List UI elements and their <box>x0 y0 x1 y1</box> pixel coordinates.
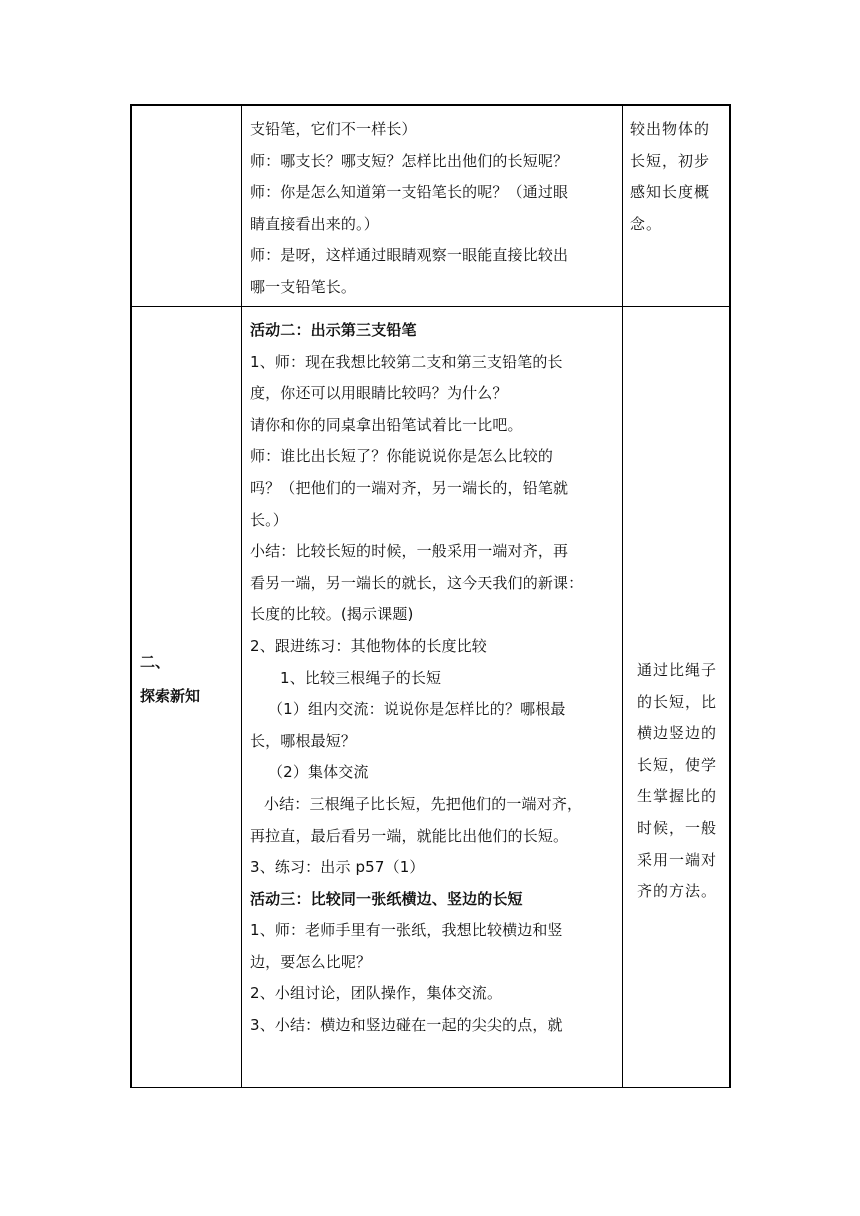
intent-line: 齐的方法。 <box>637 882 718 901</box>
text-line: 边，要怎么比呢？ <box>250 952 372 971</box>
content-cell <box>242 307 623 1088</box>
table-row <box>131 105 730 307</box>
intent-line: 生掌握比的 <box>637 787 718 806</box>
text-line: 支铅笔，它们不一样长） <box>250 120 417 138</box>
text-line: 3、练习：出示 p57（1） <box>250 858 425 877</box>
text-line: 2、小组讨论，团队操作，集体交流。 <box>250 984 503 1003</box>
intent-line: 的长短，比 <box>637 692 718 711</box>
table-row <box>131 307 730 1088</box>
text-line: 1、师：现在我想比较第二支和第三支铅笔的长 <box>250 352 563 371</box>
intent-line: 通过比绳子 <box>637 661 718 679</box>
text-line: 师：你是怎么知道第一支铅笔长的呢？（通过眼 <box>250 183 569 202</box>
text-line: 看另一端，另一端长的就长，这今天我们的新课： <box>250 573 584 592</box>
text-line: 哪一支铅笔长。 <box>250 277 357 296</box>
text-line: 1、师：老师手里有一张纸，我想比较横边和竖 <box>250 921 563 940</box>
text-line: 1、比较三根绳子的长短 <box>280 668 442 687</box>
text-line: 3、小结：横边和竖边碰在一起的尖尖的点，就 <box>250 1016 563 1035</box>
text-line: 吗？（把他们的一端对齐，另一端长的，铅笔就 <box>250 478 569 497</box>
lesson-plan-table <box>130 104 731 1088</box>
text-line: 长，哪根最短？ <box>250 731 357 750</box>
intent-line: 时候，一般 <box>637 818 718 837</box>
stage-cell <box>131 105 242 307</box>
text-line: 2、跟进练习：其他物体的长度比较 <box>250 636 487 655</box>
text-line: 小结：比较长短的时候，一般采用一端对齐，再 <box>250 542 569 561</box>
intent-line: 长短，使学 <box>637 755 718 774</box>
text-line: （1）组内交流：说说你是怎样比的？哪根最 <box>268 700 566 719</box>
text-line: （2）集体交流 <box>268 763 369 782</box>
stage-name: 探索新知 <box>140 687 201 705</box>
intent-notes <box>630 647 725 908</box>
stage-number: 二、 <box>140 653 171 671</box>
text-line: 师：哪支长？哪支短？怎样比出他们的长短呢？ <box>250 151 569 170</box>
intent-line: 横边竖边的 <box>637 724 718 743</box>
stage-cell <box>131 307 242 1088</box>
content-cell <box>242 105 623 307</box>
intent-line: 长短，初步 <box>630 151 711 170</box>
activity-heading: 活动三：比较同一张纸横边、竖边的长短 <box>250 889 523 908</box>
intent-line: 采用一端对 <box>637 850 718 869</box>
intent-line: 感知长度概 <box>630 183 711 202</box>
intent-cell <box>623 307 731 1088</box>
text-line: 度，你还可以用眼睛比较吗？为什么？ <box>250 384 508 403</box>
intent-cell <box>623 105 731 307</box>
activity-heading: 活动二：出示第三支铅笔 <box>250 321 417 339</box>
intent-line: 念。 <box>630 214 663 233</box>
text-line: 睛直接看出来的。） <box>250 214 379 233</box>
text-line: 长度的比较。(揭示课题) <box>250 605 414 624</box>
text-line: 请你和你的同桌拿出铅笔试着比一比吧。 <box>250 415 523 434</box>
intent-line: 较出物体的 <box>630 120 711 138</box>
text-line: 再拉直，最后看另一端，就能比出他们的长短。 <box>250 826 569 845</box>
text-line: 小结：三根绳子比长短，先把他们的一端对齐， <box>264 794 583 813</box>
text-line: 师：是呀，这样通过眼睛观察一眼能直接比较出 <box>250 246 569 265</box>
text-line: 师：谁比出长短了？你能说说你是怎么比较的 <box>250 447 554 466</box>
text-line: 长。） <box>250 510 288 529</box>
